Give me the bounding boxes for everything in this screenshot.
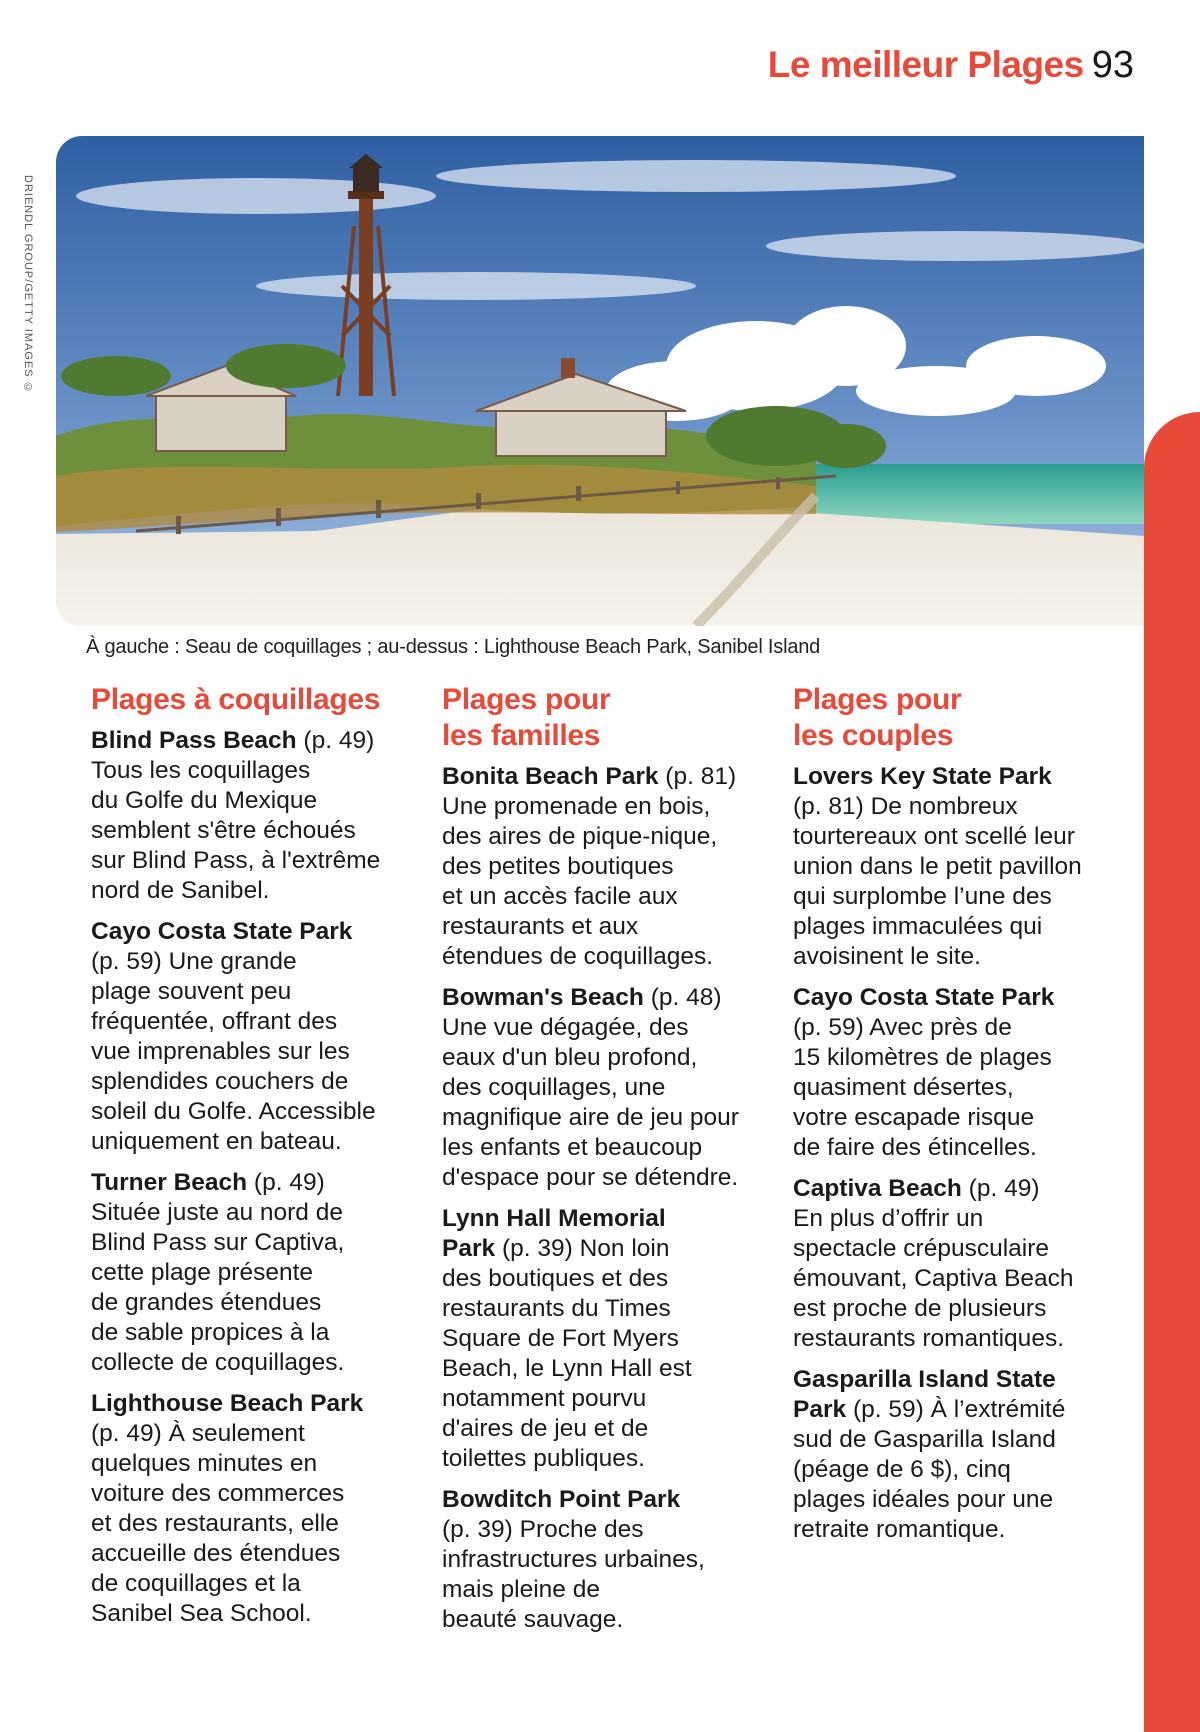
column-heading: Plages pour les familles [442,683,611,752]
beach-description: (p. 49) En plus d’offrir un spectacle crépusculaire émouvant, Captiva Beach est proche de plusieurs restaurants romantiques. [793,1175,1074,1352]
beach-entry [793,1365,1113,1545]
beach-entry [91,1389,411,1629]
beach-entry [91,726,411,906]
section-title: Le meilleur Plages [767,44,1084,85]
beach-name: Bonita Beach Park [442,763,659,790]
beach-description: (p. 59) À l’extrémité sud de Gasparilla Island (péage de 6 $), cinq plages idéales pour une retraite romantique. [793,1396,1066,1543]
beach-name: Turner Beach [91,1169,248,1196]
beach-entry [442,983,762,1193]
beach-name: Lighthouse Beach Park [91,1390,364,1417]
column-shell-beaches [91,682,411,1640]
beach-name: Cayo Costa State Park [91,918,353,945]
beach-entry [793,983,1113,1163]
beach-name: Lynn Hall Memorial Park [442,1205,666,1262]
photo-caption: À gauche : Seau de coquillages ; au-dessus : Lighthouse Beach Park, Sanibel Island [86,636,821,658]
photo-credit: DRIENDL GROUP/GETTY IMAGES © [22,175,34,395]
page-number: 93 [1091,44,1134,86]
beach-description: (p. 49) Tous les coquillages du Golfe du Mexique semblent s'être échoués sur Blind Pass, à l'extrême nord de Sanibel. [91,727,381,904]
beach-name: Blind Pass Beach [91,727,297,754]
beach-entry [91,917,411,1157]
column-family-beaches [442,682,762,1646]
beach-name: Bowditch Point Park [442,1486,681,1513]
column-heading: Plages à coquillages [91,683,381,716]
beach-entry [442,762,762,972]
column-couple-beaches [793,682,1113,1556]
beach-description: (p. 48) Une vue dégagée, des eaux d'un bleu profond, des coquillages, une magnifique aire de jeu pour les enfants et beaucoup d'espace pour se détendre. [442,984,739,1191]
beach-name: Captiva Beach [793,1175,962,1202]
beach-entry [442,1485,762,1635]
beach-entry [442,1204,762,1474]
beach-name: Gasparilla Island State Park [793,1366,1056,1423]
beach-description: (p. 81) Une promenade en bois, des aires de pique-nique, des petites boutiques et un accès facile aux restaurants et aux étendues de coquillages. [442,763,737,970]
beach-name: Lovers Key State Park [793,763,1052,790]
beach-entry [91,1168,411,1378]
beach-description: (p. 59) Une grande plage souvent peu fréquentée, offrant des vue imprenables sur les splendides couchers de soleil du Golfe. Accessible uniquement en bateau. [91,948,376,1155]
beach-description: (p. 39) Non loin des boutiques et des restaurants du Times Square de Fort Myers Beach, le Lynn Hall est notamment pourvu d'aires de jeu et de toilettes publiques. [442,1235,692,1472]
beach-description: (p. 49) À seulement quelques minutes en voiture des commerces et des restaurants, elle accueille des étendues de coquillages et la Sanibel Sea School. [91,1420,345,1627]
beach-description: (p. 81) De nombreux tourtereaux ont scellé leur union dans le petit pavillon qui surplombe l’une des plages immaculées qui avoisinent le site. [793,793,1082,970]
column-heading: Plages pour les couples [793,683,962,752]
beach-description: (p. 49) Située juste au nord de Blind Pass sur Captiva, cette plage présente de grandes étendues de sable propices à la collecte de coquillages. [91,1169,345,1376]
beach-description: (p. 39) Proche des infrastructures urbaines, mais pleine de beauté sauvage. [442,1516,705,1633]
lighthouse-photo [56,136,1144,626]
beach-entry [793,762,1113,972]
beach-description: (p. 59) Avec près de 15 kilomètres de plages quasiment désertes, votre escapade risque de faire des étincelles. [793,1014,1052,1161]
red-side-tab [1144,412,1200,1732]
page-header [768,44,1134,87]
beach-name: Bowman's Beach [442,984,644,1011]
beach-entry [793,1174,1113,1354]
beach-name: Cayo Costa State Park [793,984,1055,1011]
